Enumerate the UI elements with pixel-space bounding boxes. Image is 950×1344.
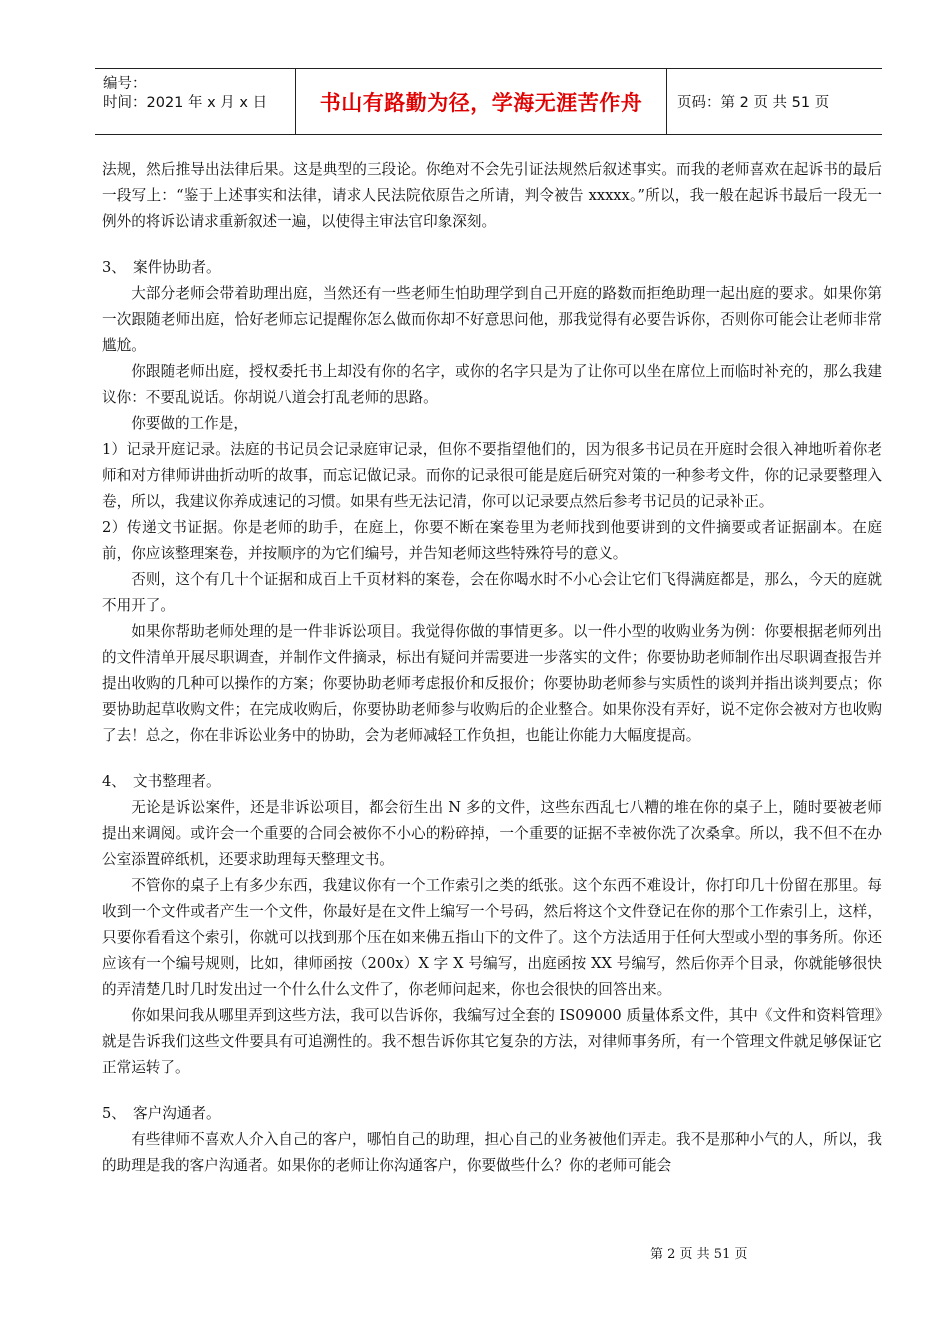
serial-label: 编号： (103, 76, 147, 92)
paragraph: 大部分老师会带着助理出庭，当然还有一些老师生怕助理学到自己开庭的路数而拒绝助理一起出庭的要求。如果你第一次跟随老师出庭，恰好老师忘记提醒你怎么做而你却不好意思问他，那我觉得有必要告诉你，否则你可能会让老师非常尴尬。 (102, 285, 882, 354)
section-number: 4、 (102, 773, 126, 790)
paragraph: 你如果问我从哪里弄到这些方法，我可以告诉你，我编写过全套的 IS09000 质量体系文件，其中《文件和资料管理》就是告诉我们这些文件要具有可追溯性的。我不想告诉你其它复杂的方法，对律师事务所，有一个管理文件就足够保证它正常运转了。 (102, 1007, 882, 1076)
document-body (102, 157, 882, 1179)
section-title: 文书整理者。 (133, 773, 221, 790)
section-title: 案件协助者。 (133, 259, 221, 276)
section-title: 客户沟通者。 (133, 1105, 221, 1122)
date-label: 时间：2021 年 x 月 x 日 (103, 95, 268, 111)
paragraph: 无论是诉讼案件，还是非诉讼项目，都会衍生出 N 多的文件，这些东西乱七八糟的堆在你的桌子上，随时要被老师提出来调阅。或许会一个重要的合同会被你不小心的粉碎掉，一个重要的证据不幸被你洗了次桑拿。所以，我不但不在办公室添置碎纸机，还要求助理每天整理文书。 (102, 799, 882, 868)
section-number: 3、 (102, 259, 126, 276)
paragraph: 法规，然后推导出法律后果。这是典型的三段论。你绝对不会先引证法规然后叙述事实。而我的老师喜欢在起诉书的最后一段写上：“鉴于上述事实和法律，请求人民法院依原告之所请，判令被告 xxxxx。”所以，我一般在起诉书最后一段无一例外的将诉讼请求重新叙述一遍，以使得主审法官印象深刻。 (102, 161, 882, 230)
header-motto (296, 69, 667, 134)
paragraph: 2）传递文书证据。你是老师的助手，在庭上，你要不断在案卷里为老师找到他要讲到的文件摘要或者证据副本。在庭前，你应该整理案卷，并按顺序的为它们编号，并告知老师这些特殊符号的意义。 (102, 519, 882, 562)
page-footer: 第 2 页 共 51 页 (650, 1247, 748, 1262)
paragraph: 你跟随老师出庭，授权委托书上却没有你的名字，或你的名字只是为了让你可以坐在席位上而临时补充的，那么我建议你：不要乱说话。你胡说八道会打乱老师的思路。 (102, 363, 882, 406)
section-heading-4 (102, 769, 882, 795)
paragraph: 否则，这个有几十个证据和成百上千页材料的案卷，会在你喝水时不小心会让它们飞得满庭都是，那么，今天的庭就不用开了。 (102, 571, 882, 614)
paragraph: 不管你的桌子上有多少东西，我建议你有一个工作索引之类的纸张。这个东西不难设计，你打印几十份留在那里。每收到一个文件或者产生一个文件，你最好是在文件上编写一个号码，然后将这个文件登记在你的那个工作索引上，这样，只要你看看这个索引，你就可以找到那个压在如来佛五指山下的文件了。这个方法适用于任何大型或小型的事务所。你还应该有一个编号规则，比如，律师函按（200x）X 字 X 号编写，出庭函按 XX 号编写，然后你弄个目录，你就能够很快的弄清楚几时几时发出过一个什么什么文件了，你老师问起来，你也会很快的回答出来。 (102, 877, 882, 998)
paragraph: 你要做的工作是， (131, 415, 248, 432)
section-number: 5、 (102, 1105, 126, 1122)
paragraph: 有些律师不喜欢人介入自己的客户，哪怕自己的助理，担心自己的业务被他们弄走。我不是那种小气的人，所以，我的助理是我的客户沟通者。如果你的老师让你沟通客户，你要做些什么？你的老师可能会 (102, 1131, 882, 1174)
paragraph: 1）记录开庭记录。法庭的书记员会记录庭审记录，但你不要指望他们的，因为很多书记员在开庭时会很入神地听着你老师和对方律师讲曲折动听的故事，而忘记做记录。而你的记录很可能是庭后研究对策的一种参考文件，你的记录要整理入卷，所以，我建议你养成速记的习惯。如果有些无法记清，你可以记录要点然后参考书记员的记录补正。 (102, 441, 882, 510)
page-header (95, 68, 882, 135)
page-label: 页码：第 2 页 共 51 页 (677, 95, 830, 111)
section-heading-5 (102, 1101, 882, 1127)
paragraph: 如果你帮助老师处理的是一件非诉讼项目。我觉得你做的事情更多。以一件小型的收购业务为例：你要根据老师列出的文件清单开展尽职调查，并制作文件摘录，标出有疑问并需要进一步落实的文件；你要协助老师制作出尽职调查报告并提出收购的几种可以操作的方案；你要协助老师考虑报价和反报价；你要协助老师参与实质性的谈判并指出谈判要点；你要协助起草收购文件；在完成收购后，你要协助老师参与收购后的企业整合。如果你没有弄好，说不定你会被对方也收购了去！总之，你在非诉讼业务中的协助，会为老师减轻工作负担，也能让你能力大幅度提高。 (102, 623, 882, 744)
section-heading-3 (102, 255, 882, 281)
header-meta (95, 69, 296, 134)
motto-text: 书山有路勤为径，学海无涯苦作舟 (319, 90, 643, 115)
header-page (667, 69, 882, 134)
